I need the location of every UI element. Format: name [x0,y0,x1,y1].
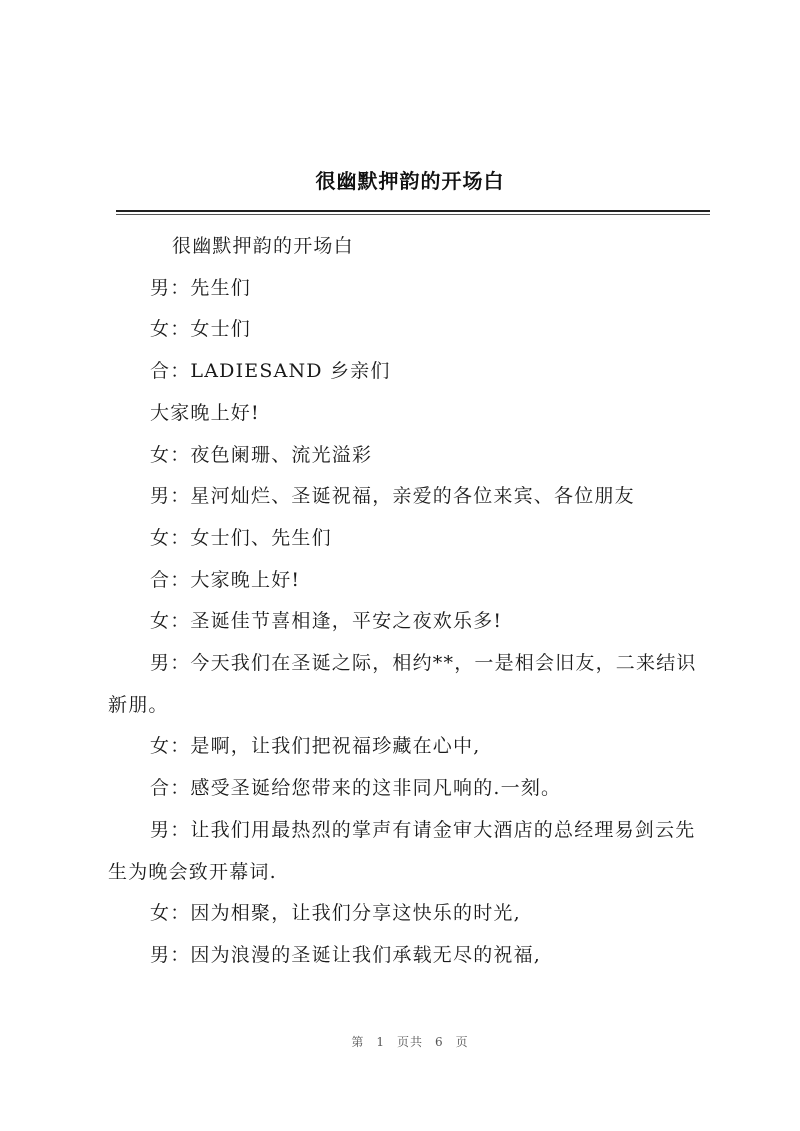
paragraph: 男：让我们用最热烈的掌声有请金审大酒店的总经理易剑云先生为晚会致开幕词. [108,818,696,883]
footer-suffix: 页 [455,1035,469,1049]
paragraph: 大家晚上好! [150,401,260,424]
paragraph: 女：圣诞佳节喜相逢，平安之夜欢乐多! [150,610,503,633]
document-title: 很幽默押韵的开场白 [315,169,505,193]
paragraph: 女：女士们、先生们 [150,526,332,549]
paragraph: 合：大家晚上好! [150,568,301,591]
paragraph: 合：LADIESAND 乡亲们 [150,360,391,383]
paragraph: 女：女士们 [150,318,252,341]
paragraph: 合：感受圣诞给您带来的这非同凡响的.一刻。 [150,777,562,800]
paragraph: 女：夜色阑珊、流光溢彩 [150,443,373,466]
paragraph: 男：星河灿烂、圣诞祝福，亲爱的各位来宾、各位朋友 [150,485,635,508]
footer-total-pages: 6 [435,1035,444,1049]
paragraph: 男：因为浪漫的圣诞让我们承载无尽的祝福, [150,943,542,966]
paragraph-subtitle: 很幽默押韵的开场白 [172,235,354,257]
paragraph: 女：因为相聚，让我们分享这快乐的时光, [150,902,521,925]
paragraph: 男：今天我们在圣诞之际，相约**，一是相会旧友，二来结识新朋。 [108,652,697,716]
document-body [108,226,708,977]
paragraph: 女：是啊，让我们把祝福珍藏在心中, [150,735,481,758]
footer-prefix: 第 [351,1035,365,1049]
title-divider [116,210,710,212]
title-divider-thin [116,214,710,215]
footer-middle: 页共 [396,1035,423,1049]
footer-page-number: 1 [376,1035,385,1049]
page-footer [0,1033,800,1050]
paragraph: 男：先生们 [150,276,252,299]
